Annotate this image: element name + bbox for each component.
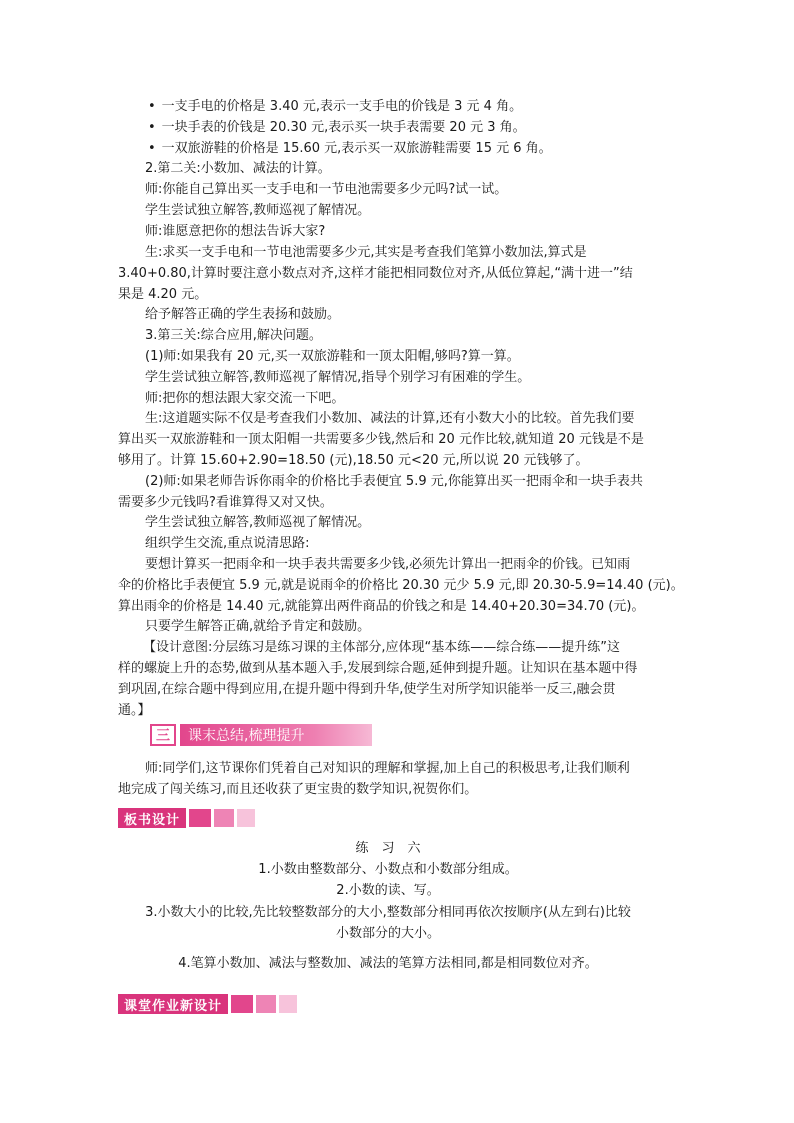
homework-tag xyxy=(118,994,297,1014)
board-item-4: 4.笔算小数加、减法与整数加、减法的笔算方法相同,都是相同数位对齐。 xyxy=(178,956,598,971)
decor-square xyxy=(256,995,276,1013)
design-intent: 【设计意图:分层练习是练习课的主体部分,应体现“基本练——综合练——提升练”这 xyxy=(143,640,620,655)
board-item-3-cont: 小数部分的大小。 xyxy=(335,926,440,941)
decor-square xyxy=(231,995,253,1013)
student-answer-cont: 够用了。计算 15.60+2.90=18.50 (元),18.50 元<20 元,所以说 20 元钱够了。 xyxy=(118,453,589,468)
bullet-line-2: • 一块手表的价钱是 20.30 元,表示买一块手表需要 20 元 3 角。 xyxy=(148,119,526,137)
teacher-line: 师:把你的想法跟大家交流一下吧。 xyxy=(145,391,345,406)
summary-line-cont: 地完成了闯关练习,而且还收获了更宝贵的数学知识,祝贺你们。 xyxy=(118,782,478,797)
reasoning-line: 要想计算买一把雨伞和一块手表共需要多少钱,必须先计算出一把雨伞的价钱。已知雨 xyxy=(145,557,631,572)
student-answer-cont: 3.40+0.80,计算时要注意小数点对齐,这样才能把相同数位对齐,从低位算起,“满十进一”结 xyxy=(118,266,633,281)
student-answer: 生:这道题实际不仅是考查我们小数加、减法的计算,还有小数大小的比较。首先我们要 xyxy=(145,411,635,426)
bullet-line-1: • 一支手电的价格是 3.40 元,表示一支手电的价钱是 3 元 4 角。 xyxy=(148,98,522,116)
section-number: 三 xyxy=(150,724,176,746)
student-activity: 学生尝试独立解答,教师巡视了解情况。 xyxy=(145,203,371,218)
board-title: 练 习 六 xyxy=(355,841,421,856)
student-activity: 学生尝试独立解答,教师巡视了解情况。 xyxy=(145,515,371,530)
organize-line: 组织学生交流,重点说清思路: xyxy=(145,536,310,551)
step-heading-2: 2.第二关:小数加、减法的计算。 xyxy=(145,161,331,176)
board-design-tag xyxy=(118,808,255,828)
teacher-line: 师:谁愿意把你的想法告诉大家? xyxy=(145,224,326,239)
decor-square xyxy=(237,809,255,827)
student-answer: 生:求买一支手电和一节电池需要多少元,其实是考查我们笔算小数加法,算式是 xyxy=(145,245,587,260)
board-item-1: 1.小数由整数部分、小数点和小数部分组成。 xyxy=(258,862,518,877)
student-activity: 学生尝试独立解答,教师巡视了解情况,指导个别学习有困难的学生。 xyxy=(145,370,531,385)
question-2-cont: 需要多少元钱吗?看谁算得又对又快。 xyxy=(118,495,333,510)
summary-line: 师:同学们,这节课你们凭着自己对知识的理解和掌握,加上自己的积极思考,让我们顺利 xyxy=(145,761,630,776)
teacher-line: 师:你能自己算出买一支手电和一节电池需要多少元吗?试一试。 xyxy=(145,182,508,197)
homework-label: 课堂作业新设计 xyxy=(118,994,228,1014)
design-intent-cont: 通。】 xyxy=(118,703,151,718)
board-item-2: 2.小数的读、写。 xyxy=(336,883,440,898)
praise-line: 只要学生解答正确,就给予肯定和鼓励。 xyxy=(145,619,371,634)
reasoning-cont: 伞的价格比手表便宜 5.9 元,就是说雨伞的价格比 20.30 元少 5.9 元,即 20.30-5.9=14.40 (元)。 xyxy=(118,578,684,593)
reasoning-cont: 算出雨伞的价格是 14.40 元,就能算出两件商品的价钱之和是 14.40+20.30=34.70 (元)。 xyxy=(118,599,645,614)
decor-square xyxy=(189,809,211,827)
student-answer-cont: 算出买一双旅游鞋和一顶太阳帽一共需要多少钱,然后和 20 元作比较,就知道 20 元钱是不是 xyxy=(118,432,644,447)
student-answer-cont: 果是 4.20 元。 xyxy=(118,287,208,302)
board-item-3: 3.小数大小的比较,先比较整数部分的大小,整数部分相同再依次按顺序(从左到右)比较 xyxy=(145,905,631,920)
praise-line: 给予解答正确的学生表扬和鼓励。 xyxy=(145,307,341,322)
decor-square xyxy=(279,995,297,1013)
board-design-label: 板书设计 xyxy=(118,808,186,828)
question-2: (2)师:如果老师告诉你雨伞的价格比手表便宜 5.9 元,你能算出买一把雨伞和一块手表共 xyxy=(145,474,643,489)
design-intent-cont: 到巩固,在综合题中得到应用,在提升题中得到升华,使学生对所学知识能举一反三,融会贯 xyxy=(118,682,616,697)
section-banner xyxy=(150,724,372,746)
section-title: 课末总结,梳理提升 xyxy=(180,724,372,746)
design-intent-cont: 样的螺旋上升的态势,做到从基本题入手,发展到综合题,延伸到提升题。让知识在基本题中得 xyxy=(118,661,638,676)
decor-square xyxy=(214,809,234,827)
step-heading-3: 3.第三关:综合应用,解决问题。 xyxy=(145,328,322,343)
bullet-line-3: • 一双旅游鞋的价格是 15.60 元,表示买一双旅游鞋需要 15 元 6 角。 xyxy=(148,140,552,158)
question-1: (1)师:如果我有 20 元,买一双旅游鞋和一顶太阳帽,够吗?算一算。 xyxy=(145,349,520,364)
